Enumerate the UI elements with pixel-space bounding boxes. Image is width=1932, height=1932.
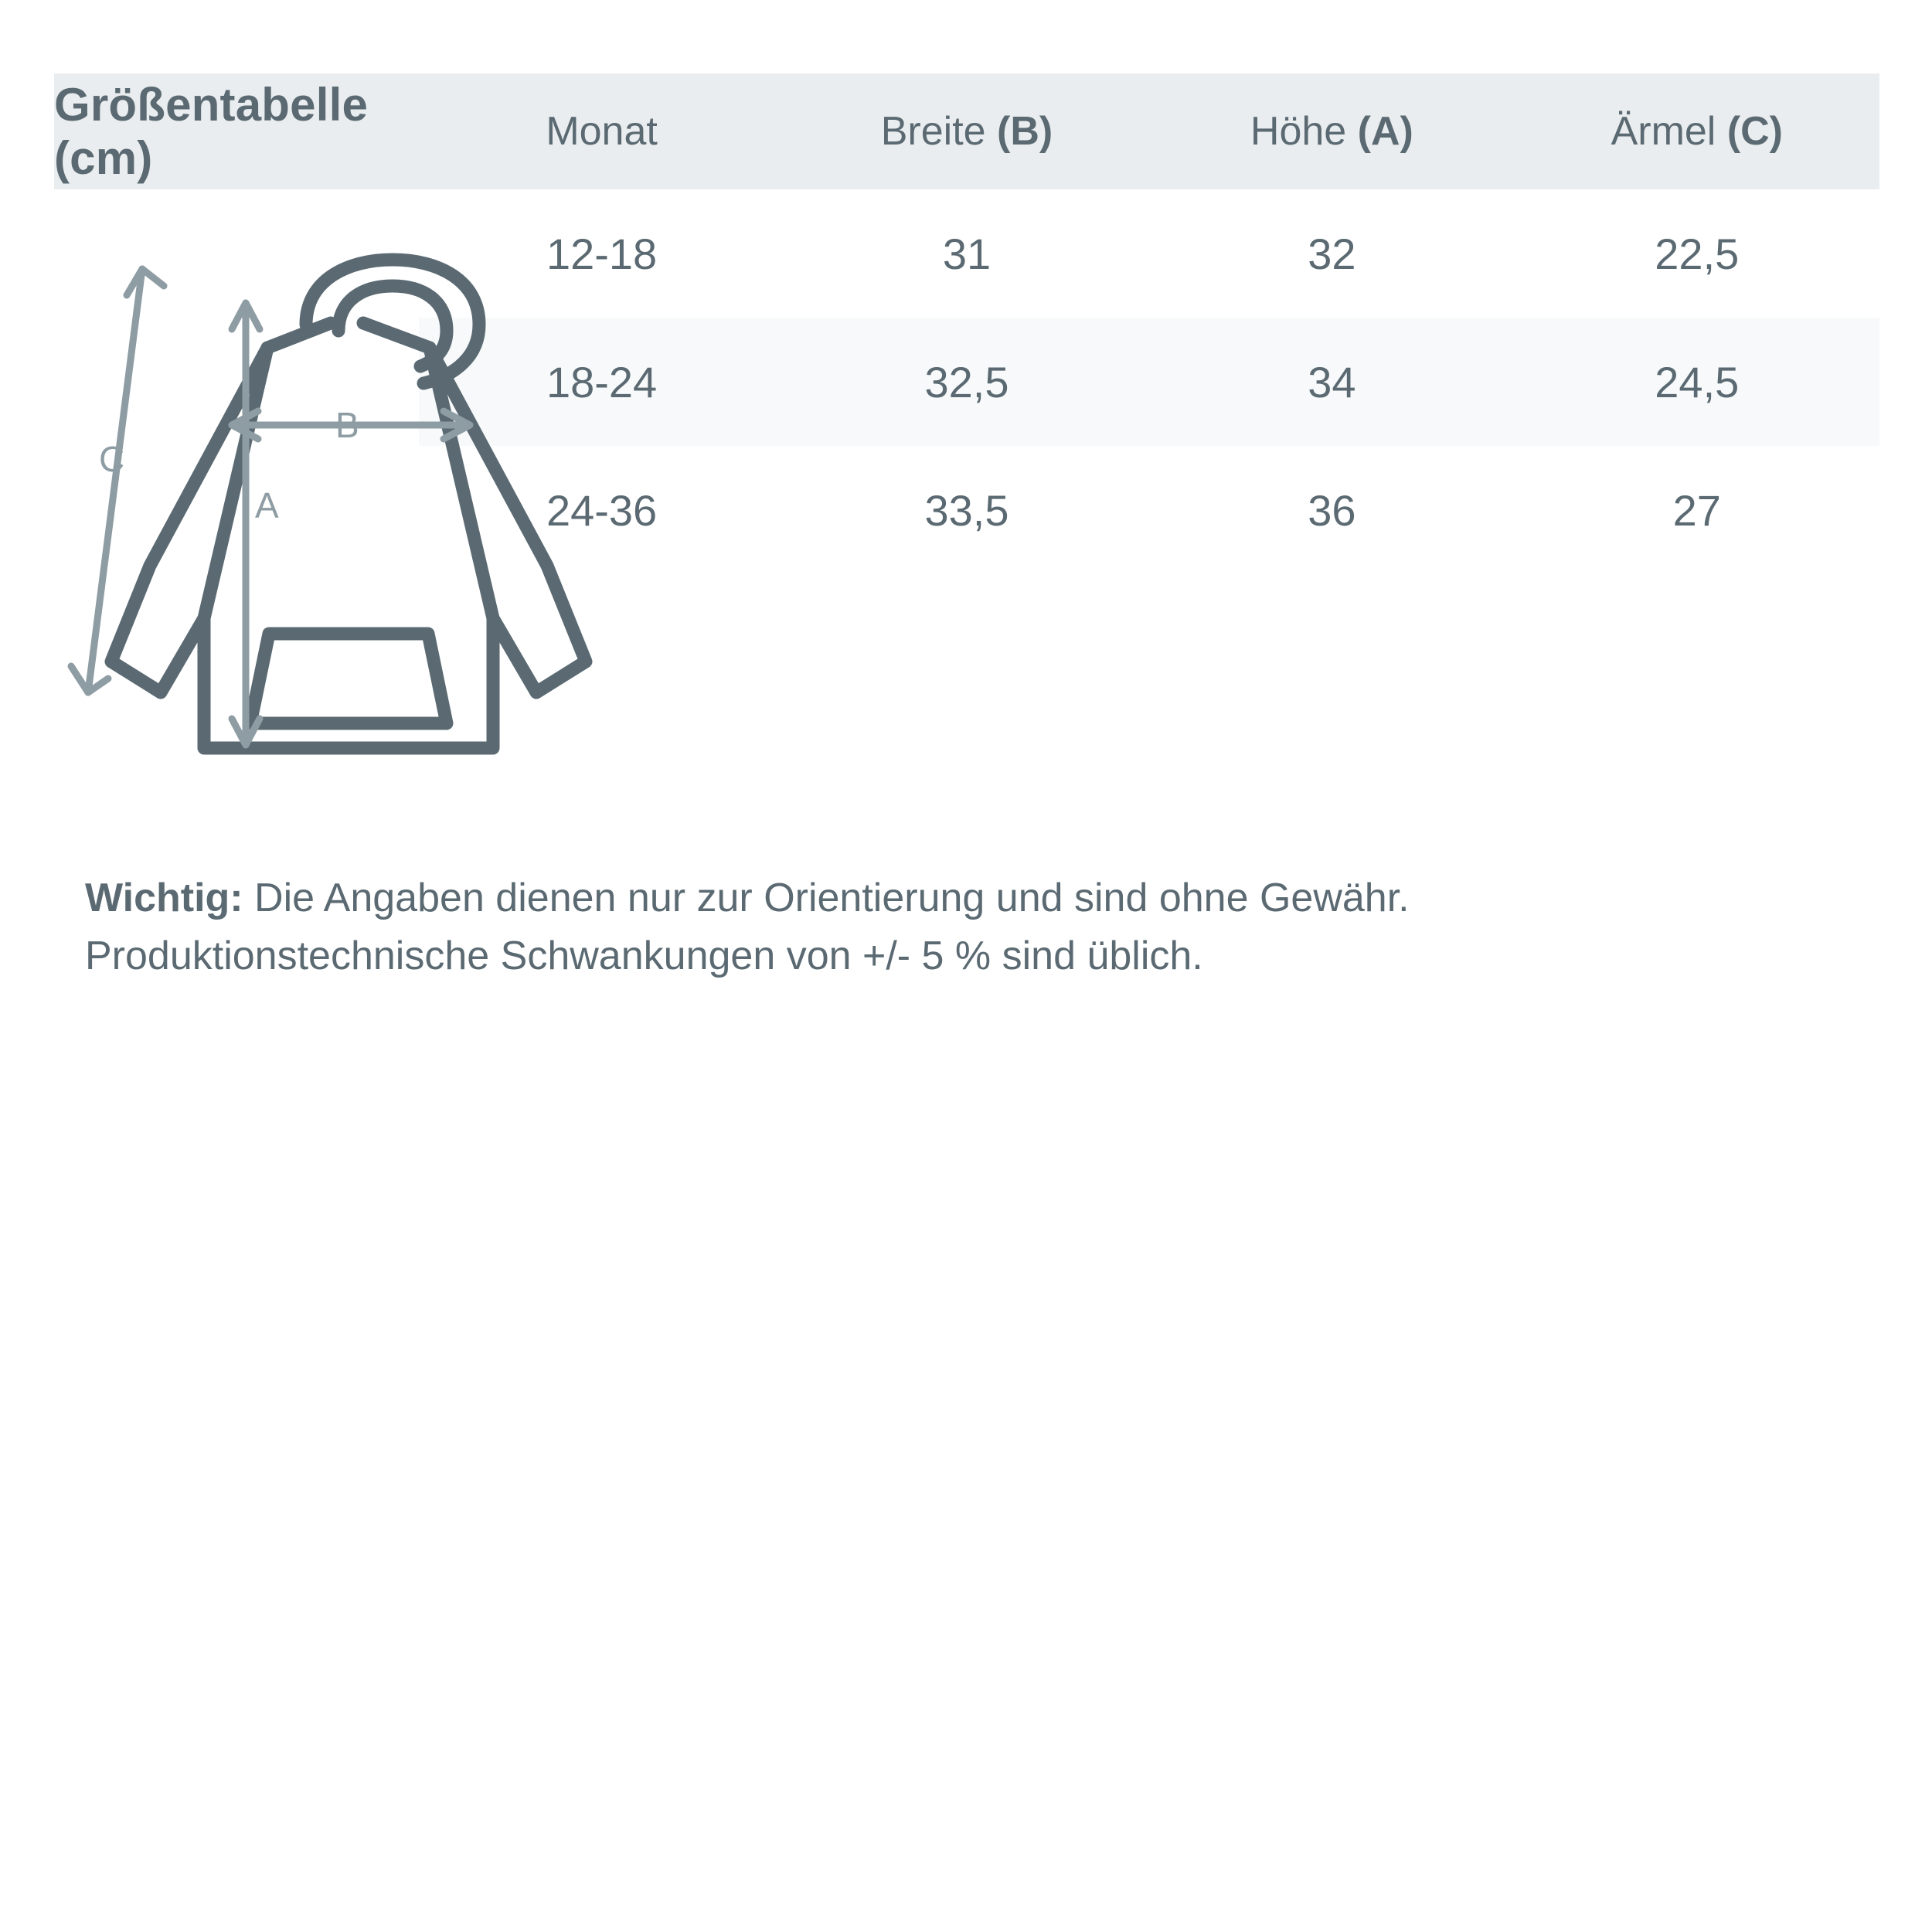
note-line-1-text: Die Angaben dienen nur zur Orientierung und sind ohne Gewähr.	[243, 876, 1410, 920]
note-lead: Wichtig:	[85, 876, 243, 920]
cell-monat-1: 18-24	[546, 357, 658, 406]
hoodie-icon	[60, 232, 771, 804]
size-table-header-row	[54, 73, 1879, 189]
cell-monat-2: 24-36	[546, 485, 658, 535]
column-header-monat	[419, 73, 784, 189]
cell-aermel-0: 22,5	[1655, 229, 1740, 278]
column-header-hoehe-label: Höhe	[1250, 109, 1358, 154]
cell-breite-1: 32,5	[924, 357, 1009, 406]
size-table-head	[54, 73, 1879, 189]
note-line-2: Produktionstechnische Schwankungen von +/- 5 % sind üblich.	[85, 934, 1203, 979]
dimension-label-c: C	[99, 439, 125, 479]
size-table-title: Größentabelle (cm)	[54, 79, 369, 184]
dimension-label-b: B	[335, 405, 359, 445]
cell-monat-0: 12-18	[546, 229, 658, 278]
cell-breite-2: 33,5	[924, 485, 1009, 535]
cell-hoehe-0: 32	[1308, 229, 1356, 278]
column-header-hoehe	[1149, 73, 1514, 189]
column-header-hoehe-code: (A)	[1357, 109, 1413, 154]
cell-breite-0: 31	[942, 229, 992, 278]
column-header-breite-label: Breite	[880, 109, 998, 154]
column-header-monat-label: Monat	[546, 109, 658, 154]
cell-aermel-1: 24,5	[1655, 357, 1740, 406]
note-line-1	[85, 869, 1862, 927]
cell-hoehe-2: 36	[1308, 485, 1356, 535]
column-header-breite-code: (B)	[997, 109, 1053, 154]
column-header-aermel	[1515, 73, 1879, 189]
column-header-aermel-label: Ärmel	[1611, 109, 1727, 154]
cell-aermel-2: 27	[1672, 485, 1721, 535]
dimension-label-a: A	[255, 485, 279, 526]
hoodie-illustration	[60, 232, 771, 804]
note-block	[85, 869, 1862, 986]
column-header-aermel-code: (C)	[1726, 109, 1783, 154]
column-header-breite	[784, 73, 1149, 189]
cell-hoehe-1: 34	[1308, 357, 1356, 406]
